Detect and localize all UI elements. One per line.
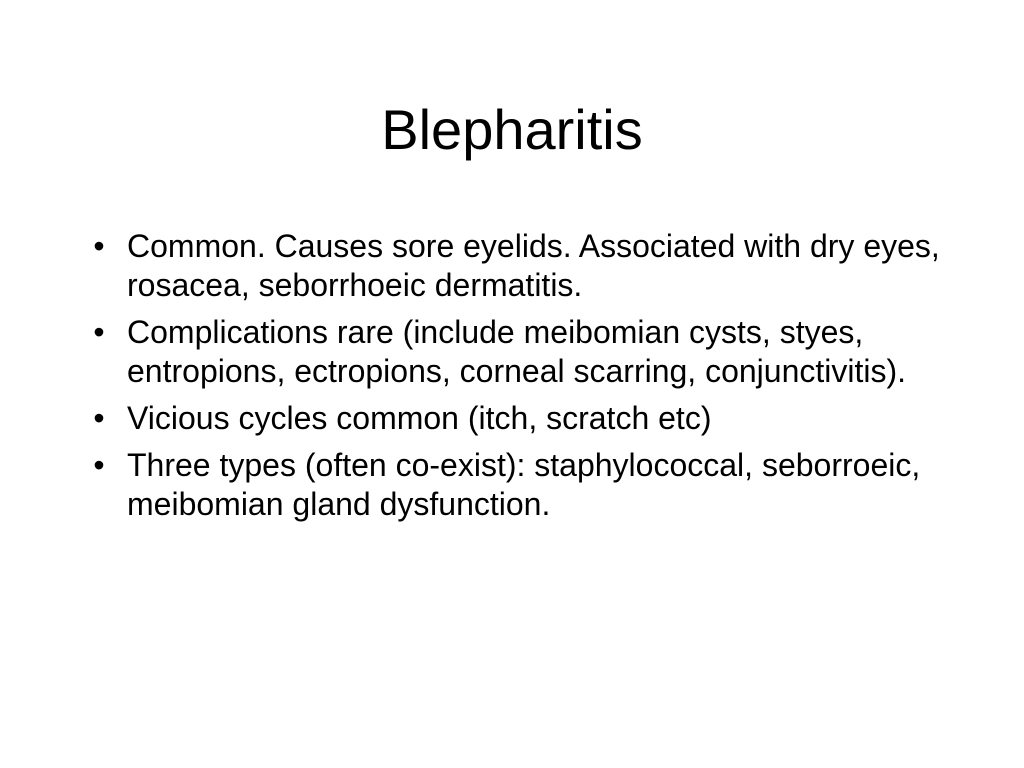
bullet-marker: • (93, 228, 105, 264)
bullet-marker: • (93, 314, 105, 350)
list-item (84, 446, 954, 524)
bullet-text: Three types (often co-exist): staphylococcal, seborroeic, meibomian gland dysfunction. (127, 447, 921, 522)
slide-title: Blepharitis (381, 98, 643, 161)
bullet-list (84, 227, 954, 532)
list-item (84, 227, 954, 305)
bullet-text: Complications rare (include meibomian cysts, styes, entropions, ectropions, corneal scarring, conjunctivitis). (127, 314, 907, 389)
bullet-text: Vicious cycles common (itch, scratch etc) (127, 400, 712, 436)
bullet-text: Common. Causes sore eyelids. Associated with dry eyes, rosacea, seborrhoeic dermatitis. (127, 228, 940, 303)
list-item (84, 313, 954, 391)
bullet-marker: • (93, 447, 105, 483)
list-item (84, 399, 954, 438)
bullet-marker: • (93, 400, 105, 436)
